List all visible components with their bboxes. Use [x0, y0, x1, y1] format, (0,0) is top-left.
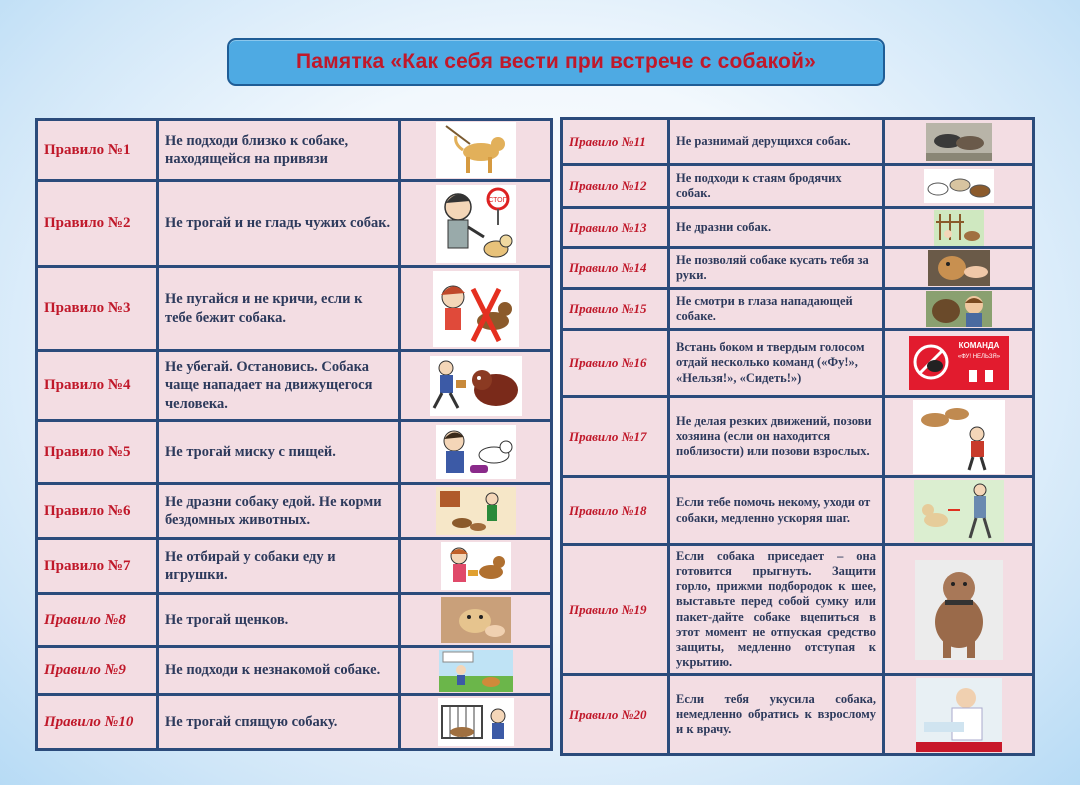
rule-label: Правило №15	[562, 289, 669, 330]
rule-label: Правило №7	[37, 539, 158, 594]
rule-text: Не позволяй собаке кусать тебя за руки.	[669, 248, 884, 289]
rule-label: Правило №16	[562, 330, 669, 397]
crossed-out-scared-child-icon	[433, 271, 519, 347]
rule-text: Не трогай и не гладь чужих собак.	[158, 181, 400, 267]
rule-label: Правило №8	[37, 594, 158, 647]
rule-text: Не делая резких движений, позови хозяина (если он находится поблизости) или позови взрослых.	[669, 397, 884, 477]
rule-text: Не трогай миску с пищей.	[158, 421, 400, 484]
rule-text: Не подходи к незнакомой собаке.	[158, 647, 400, 695]
teasing-dog-fence-icon	[934, 210, 984, 246]
walking-away-icon	[914, 480, 1004, 542]
table-row	[562, 545, 1034, 675]
rule-text: Не подходи близко к собаке, находящейся на привязи	[158, 120, 400, 181]
table-row	[37, 351, 552, 421]
command-sign-icon	[909, 336, 1009, 390]
rule-text: Не дразни собаку едой. Не корми бездомных животных.	[158, 484, 400, 539]
title-banner	[227, 38, 885, 86]
rules-table-left	[35, 118, 553, 751]
svg-text:СТОП: СТОП	[487, 196, 508, 204]
rule-text: Встань боком и твердым голосом отдай несколько команд («Фу!», «Нельзя!», «Сидеть!»)	[669, 330, 884, 397]
puppy-photo-icon	[441, 597, 511, 643]
table-row	[37, 120, 552, 181]
rule-text: Если собака приседает – она готовится прыгнуть. Защити горло, прижми подбородок к шее, выставьте перед собой сумку или пакет-дайте собаке вцепиться в этот момент не отпуская средство защиты, медленно отступая к укрытию.	[669, 545, 884, 675]
table-row	[37, 267, 552, 351]
table-row	[562, 165, 1034, 208]
sleeping-dog-cage-icon	[438, 698, 514, 746]
rule-text: Если тебя укусила собака, немедленно обратись к взрослому и к врачу.	[669, 675, 884, 755]
rule-label: Правило №13	[562, 208, 669, 248]
table-row	[37, 484, 552, 539]
rule-label: Правило №4	[37, 351, 158, 421]
command-badge-subtitle: «ФУ! НЕЛЬЗЯ»	[957, 354, 1000, 360]
table-row	[37, 539, 552, 594]
rule-text: Если тебе помочь некому, уходи от собаки, медленно ускоряя шаг.	[669, 477, 884, 545]
rule-text: Не пугайся и не кричи, если к тебе бежит собака.	[158, 267, 400, 351]
dog-biting-hand-photo-icon	[928, 250, 990, 286]
pitbull-photo-icon	[915, 560, 1003, 660]
rule-label: Правило №1	[37, 120, 158, 181]
rule-label: Правило №17	[562, 397, 669, 477]
rule-label: Правило №2	[37, 181, 158, 267]
rule-label: Правило №9	[37, 647, 158, 695]
doctor-photo-icon	[916, 678, 1002, 752]
fighting-dogs-photo-icon	[926, 123, 992, 161]
table-row	[37, 181, 552, 267]
command-badge-title: КОМАНДА	[958, 341, 999, 350]
table-row	[562, 477, 1034, 545]
boy-and-dog-photo-icon	[926, 291, 992, 327]
stray-dog-scene-icon	[439, 650, 513, 692]
rule-label: Правило №5	[37, 421, 158, 484]
rule-text: Не трогай спящую собаку.	[158, 695, 400, 750]
table-row	[37, 695, 552, 750]
table-row	[562, 248, 1034, 289]
table-row	[562, 119, 1034, 165]
rule-label: Правило №18	[562, 477, 669, 545]
dog-bowl-icon	[436, 425, 516, 479]
rule-label: Правило №12	[562, 165, 669, 208]
rule-label: Правило №10	[37, 695, 158, 750]
table-row	[37, 421, 552, 484]
rule-label: Правило №19	[562, 545, 669, 675]
running-man-dog-icon	[430, 356, 522, 416]
rule-text: Не отбирай у собаки еду и игрушки.	[158, 539, 400, 594]
rule-label: Правило №20	[562, 675, 669, 755]
girl-and-dog-toy-icon	[441, 542, 511, 590]
table-row	[562, 289, 1034, 330]
rule-label: Правило №3	[37, 267, 158, 351]
table-row	[562, 675, 1034, 755]
feeding-dogs-icon	[436, 487, 516, 535]
rule-text: Не разнимай дерущихся собак.	[669, 119, 884, 165]
rule-text: Не подходи к стаям бродячих собак.	[669, 165, 884, 208]
dog-pack-icon	[924, 169, 994, 203]
table-row	[37, 647, 552, 695]
table-row	[37, 594, 552, 647]
child-and-dogs-icon	[913, 400, 1005, 474]
rule-text: Не смотри в глаза нападающей собаке.	[669, 289, 884, 330]
table-row	[562, 397, 1034, 477]
rule-text: Не трогай щенков.	[158, 594, 400, 647]
rule-label: Правило №14	[562, 248, 669, 289]
table-row	[562, 330, 1034, 397]
dog-on-leash-icon	[436, 122, 516, 178]
boy-stop-sign-icon	[436, 185, 516, 263]
page-title: Памятка «Как себя вести при встрече с собакой»	[295, 50, 817, 73]
rule-text: Не убегай. Остановись. Собака чаще нападает на движущегося человека.	[158, 351, 400, 421]
rules-table-right	[560, 117, 1035, 756]
rule-label: Правило №11	[562, 119, 669, 165]
rule-label: Правило №6	[37, 484, 158, 539]
rule-text: Не дразни собак.	[669, 208, 884, 248]
table-row	[562, 208, 1034, 248]
